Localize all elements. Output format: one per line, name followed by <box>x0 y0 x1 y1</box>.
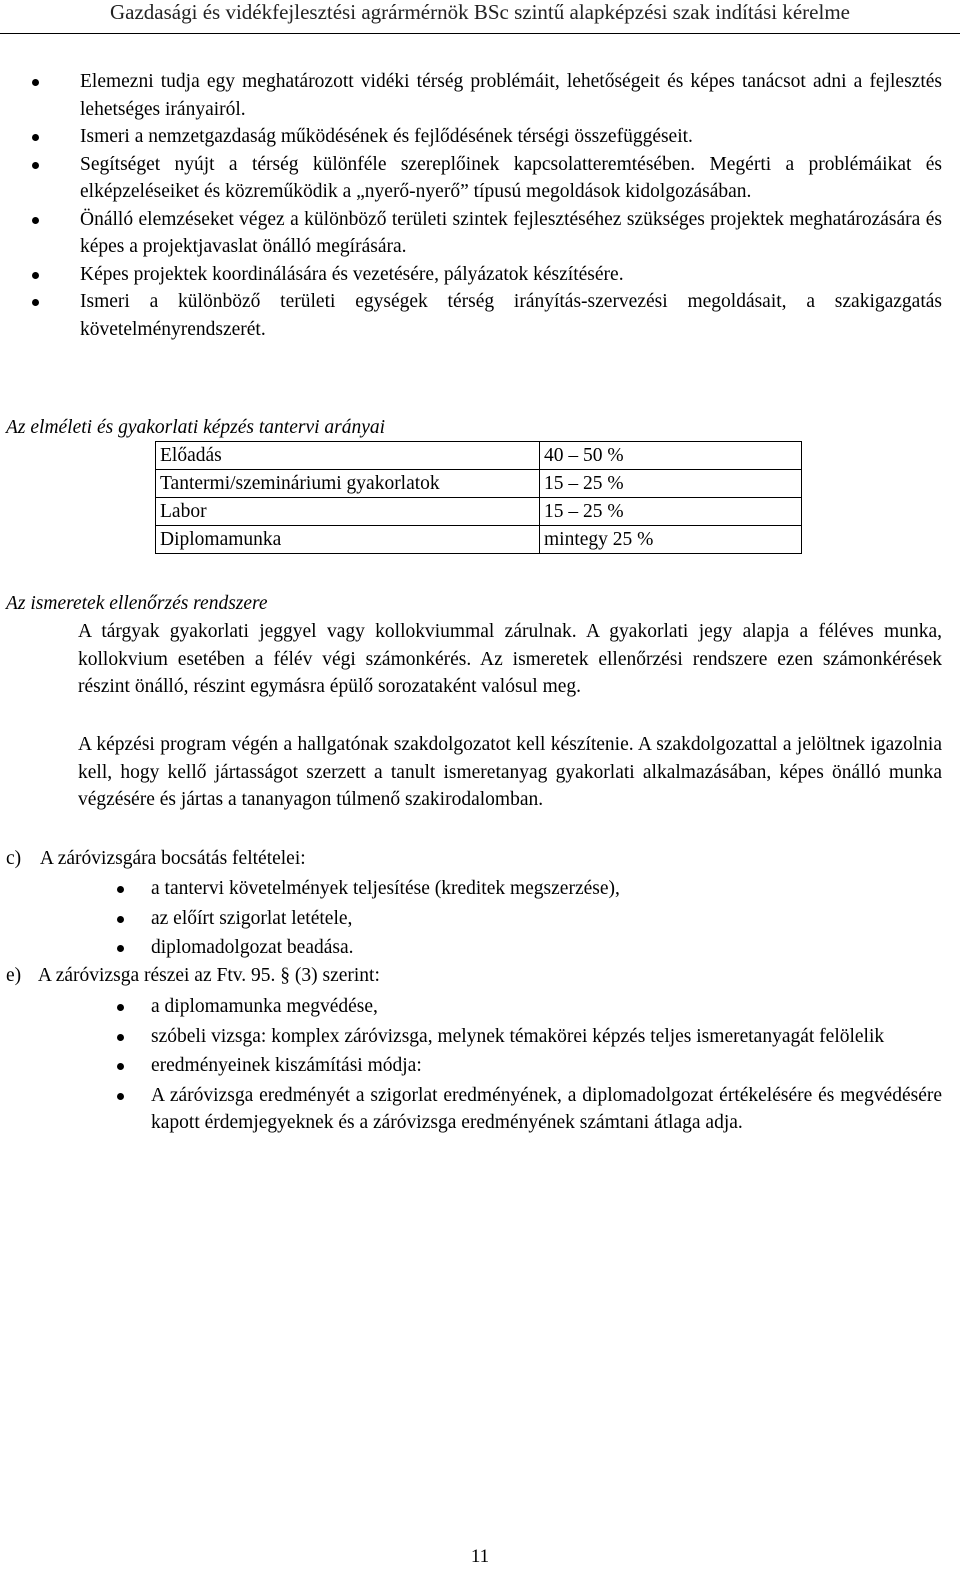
list-item: Képes projektek koordinálására és vezetésére, pályázatok készítésére. <box>80 261 942 289</box>
section-e-title: A záróvizsga részei az Ftv. 95. § (3) szerint: <box>37 965 380 986</box>
ratio-table <box>155 441 802 554</box>
list-item: Elemezni tudja egy meghatározott vidéki térség problémáit, lehetőségeit és képes tanácsot adni a fejlesztés lehetséges irányairól. <box>80 68 942 123</box>
list-item: A záróvizsga eredményét a szigorlat eredményének, a diplomadolgozat értékelésére és megvédésére kapott érdemjegyeknek és a záróvizsga eredményének számtani átlaga adja. <box>151 1082 942 1137</box>
bullet-icon <box>117 945 124 952</box>
section-c-heading <box>6 845 306 873</box>
section-c-title: A záróvizsgára bocsátás feltételei: <box>39 848 306 869</box>
list-item: eredményeinek kiszámítási módja: <box>151 1052 942 1080</box>
bullet-icon <box>117 1093 124 1100</box>
bullet-icon <box>117 1063 124 1070</box>
exam-parts-list <box>151 993 942 1139</box>
table-cell-value: 40 – 50 % <box>540 442 802 470</box>
table-row <box>156 470 802 498</box>
table-cell-label: Labor <box>156 498 540 526</box>
assessment-paragraph: A tárgyak gyakorlati jeggyel vagy kollokviummal zárulnak. A gyakorlati jegy alapja a féléves munka, kollokvium esetében a félév végi számonkérés. Az ismeretek ellenőrzési rendszere ezen számonkérések részint önálló, részint egymásra épülő sorozataként valósul meg. <box>78 621 942 697</box>
list-item: diplomadolgozat beadása. <box>151 934 942 962</box>
section-c-label: c) <box>6 848 22 869</box>
competency-list <box>80 68 942 343</box>
bullet-icon <box>117 1034 124 1041</box>
section-e-label: e) <box>6 965 22 986</box>
list-item: a diplomamunka megvédése, <box>151 993 942 1021</box>
list-item: Ismeri a különböző területi egységek térség irányítás-szervezési megoldásait, a szakigazgatás követelményrendszerét. <box>80 288 942 343</box>
table-cell-value: 15 – 25 % <box>540 498 802 526</box>
table-row <box>156 498 802 526</box>
bullet-icon <box>32 134 39 141</box>
table-cell-value: 15 – 25 % <box>540 470 802 498</box>
document-header-title: Gazdasági és vidékfejlesztési agrármérnök BSc szintű alapképzési szak indítási kérelme <box>110 0 850 24</box>
table-cell-value: mintegy 25 % <box>540 526 802 554</box>
bullet-icon <box>32 79 39 86</box>
bullet-icon <box>32 162 39 169</box>
table-cell-label: Diplomamunka <box>156 526 540 554</box>
table-row <box>156 526 802 554</box>
exam-conditions-list <box>151 875 942 964</box>
list-item: szóbeli vizsga: komplex záróvizsga, melynek témakörei képzés teljes ismeretanyagát felölelik <box>151 1023 942 1051</box>
assessment-heading: Az ismeretek ellenőrzés rendszere <box>6 593 268 614</box>
table-row <box>156 442 802 470</box>
bullet-icon <box>117 1004 124 1011</box>
bullet-icon <box>32 217 39 224</box>
table-cell-label: Tantermi/szemináriumi gyakorlatok <box>156 470 540 498</box>
section-e-heading <box>6 962 380 990</box>
bullet-icon <box>32 299 39 306</box>
list-item: Önálló elemzéseket végez a különböző területi szintek fejlesztéséhez szükséges projektek meghatározására és képes a projektjavaslat önálló megírására. <box>80 206 942 261</box>
bullet-icon <box>117 916 124 923</box>
document-header <box>0 0 960 34</box>
bullet-icon <box>117 886 124 893</box>
list-item: a tantervi követelmények teljesítése (kreditek megszerzése), <box>151 875 942 903</box>
page-number: 11 <box>470 1546 490 1567</box>
list-item: az előírt szigorlat letétele, <box>151 905 942 933</box>
list-item: Segítséget nyújt a térség különféle szereplőinek kapcsolatteremtésében. Megérti a problémáikat és elképzeléseiket és közreműködik a „nyerő-nyerő” típusú megoldások kidolgozásában. <box>80 151 942 206</box>
ratios-heading: Az elméleti és gyakorlati képzés tantervi arányai <box>6 417 386 438</box>
list-item: Ismeri a nemzetgazdaság működésének és fejlődésének térségi összefüggéseit. <box>80 123 942 151</box>
table-cell-label: Előadás <box>156 442 540 470</box>
thesis-paragraph: A képzési program végén a hallgatónak szakdolgozatot kell készítenie. A szakdolgozattal a jelöltnek igazolnia kell, hogy kellő jártasságot szerzett a tanult ismeretanyag gyakorlati alkalmazásában, képes önálló munka végzésére és jártas a tananyagon túlmenő szakirodalomban. <box>78 734 942 810</box>
bullet-icon <box>32 272 39 279</box>
